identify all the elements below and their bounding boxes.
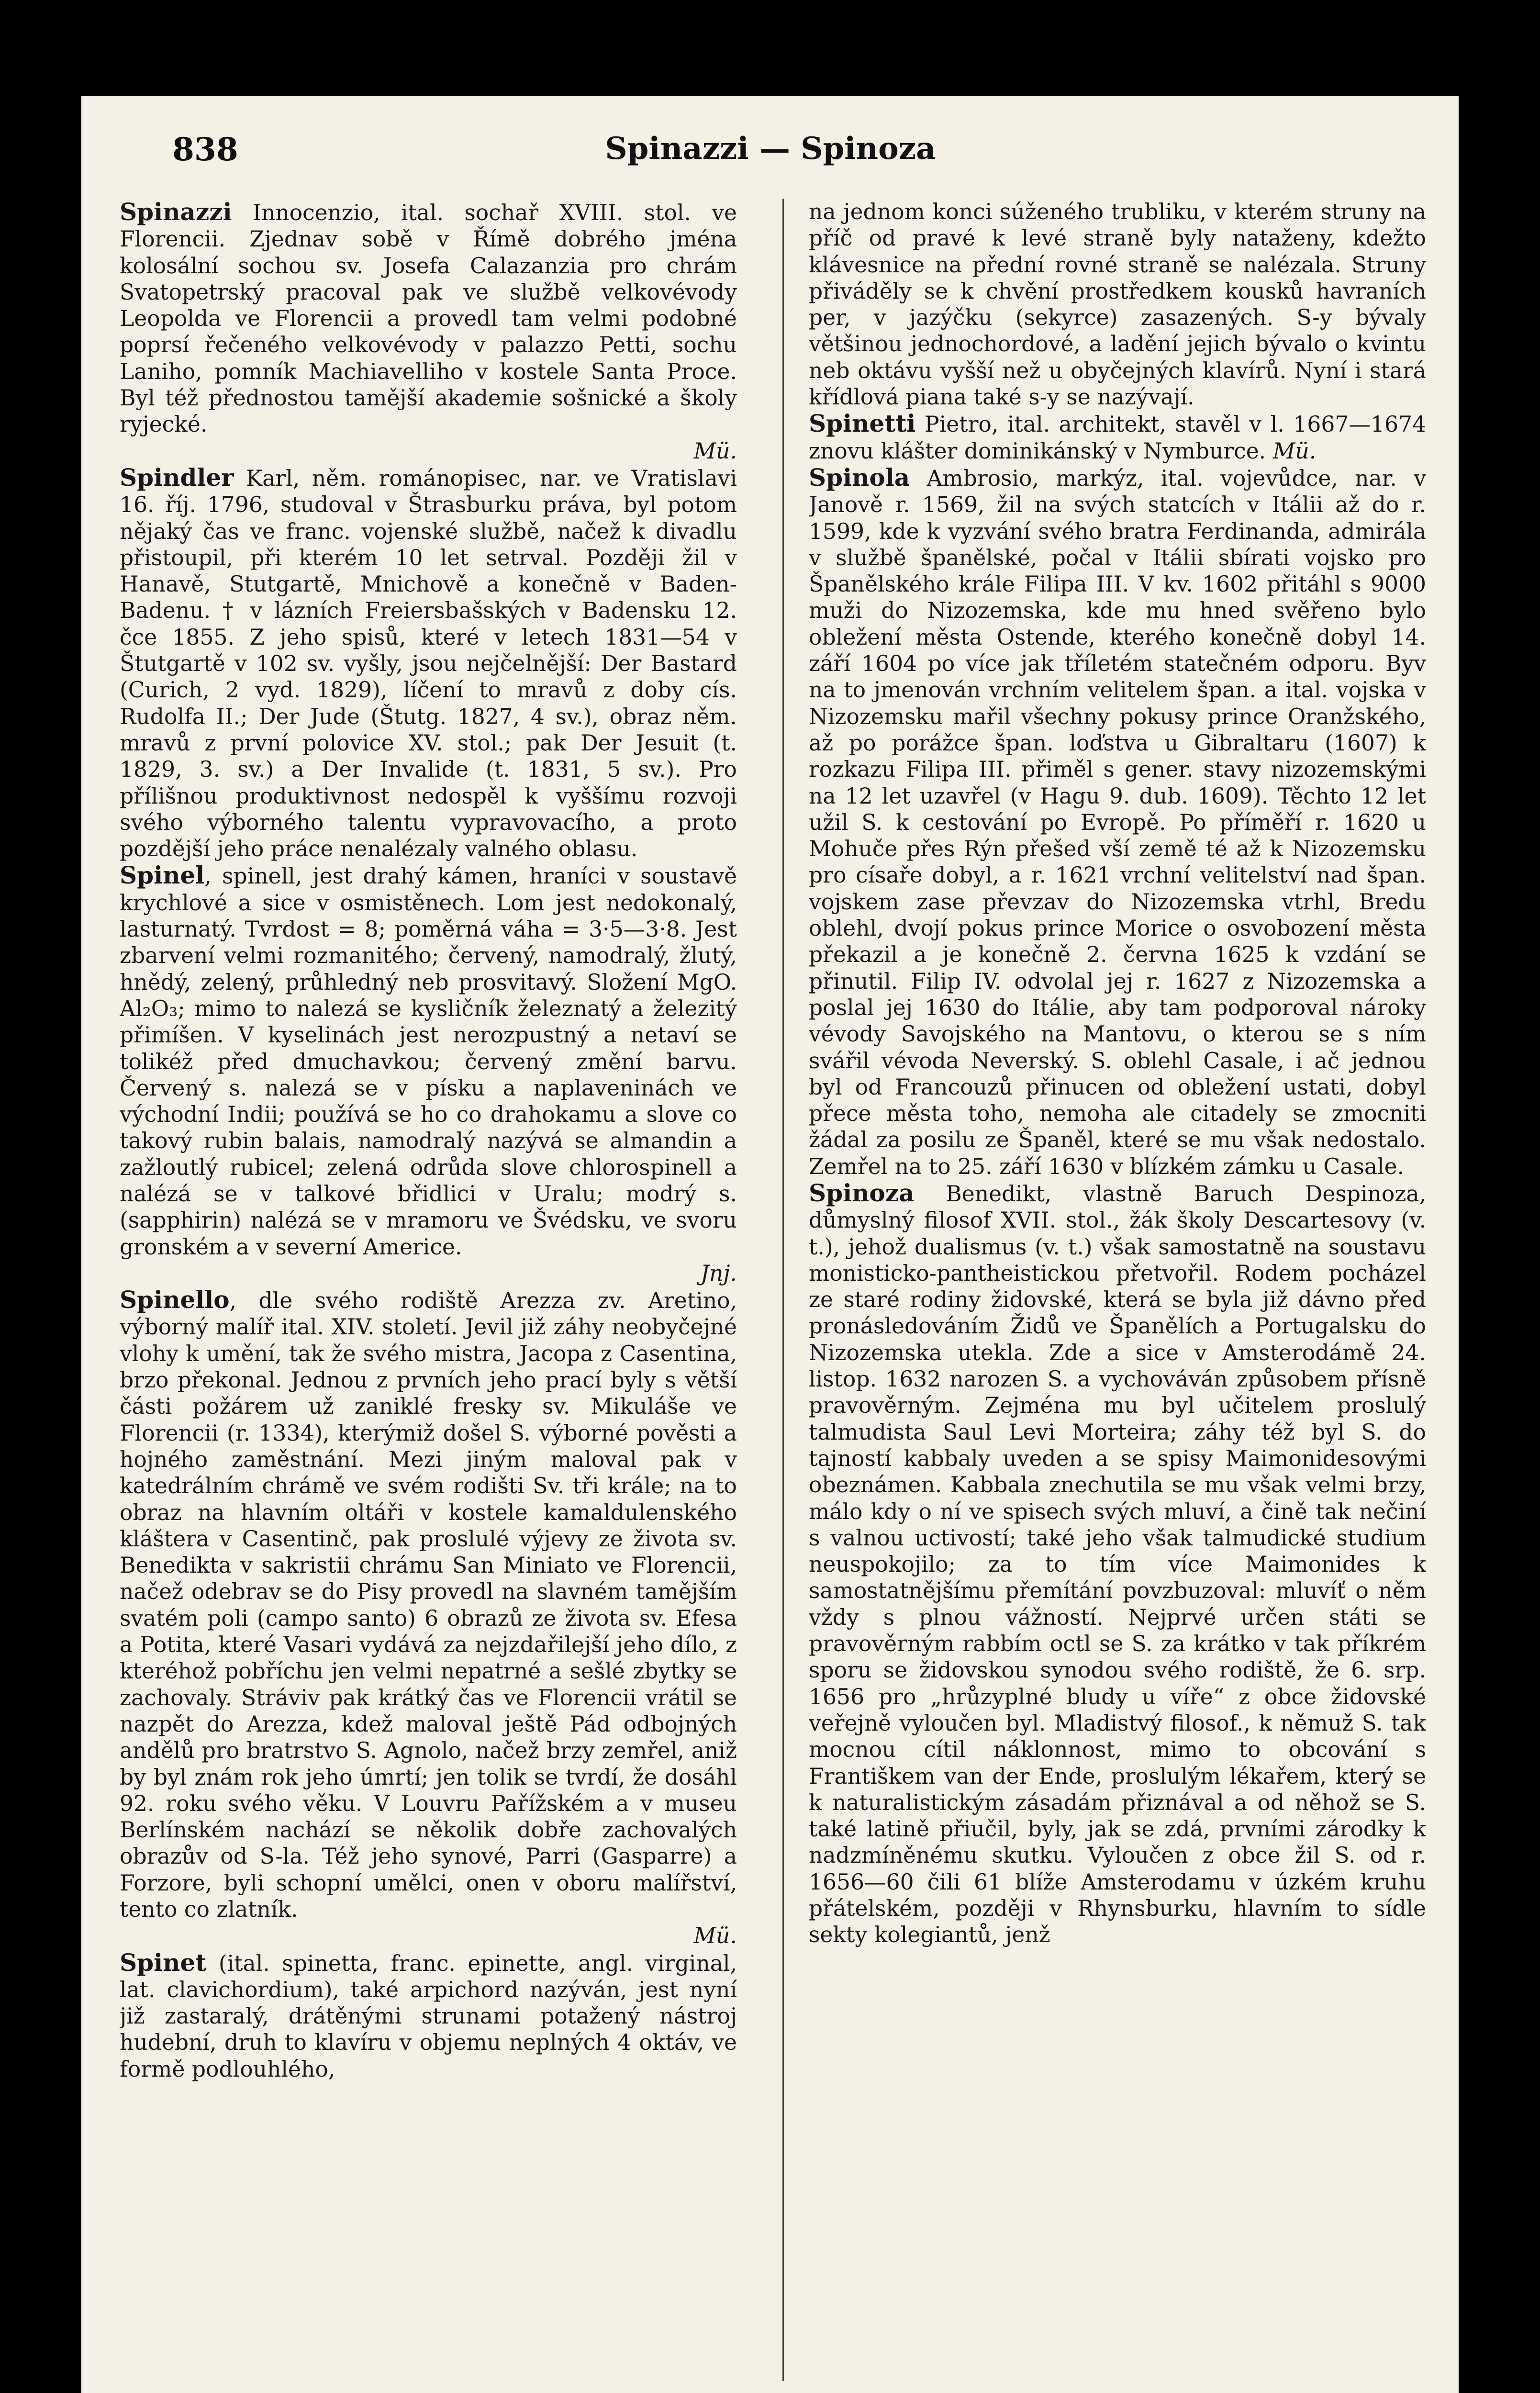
entry-spinet-continued [809, 199, 1426, 410]
book-page [81, 96, 1459, 2393]
entry-spinazzi [120, 199, 737, 464]
page-number: 838 [172, 131, 238, 168]
page-header [172, 122, 1369, 175]
entry-spinel [120, 862, 737, 1286]
entry-spinoza [809, 1180, 1426, 1948]
entry-text: Innocenzio, ital. sochař XVIII. stol. ve Florencii. Zjednav sobě v Římě dobrého jména kolosální sochou sv. Josefa Calazanzia pro chrám Svatopetrský pracoval pak ve službě velkovévody Leopolda ve Florencii a provedl tam velmi podobné poprsí řečeného velkovévody v palazzo Petti, sochu Laniho, pomník Machiavelliho v kostele Santa Proce. Byl též přednostou tamější akademie sošnické a školy ryjecké. [120, 200, 737, 437]
right-column [809, 199, 1426, 2381]
column-divider [782, 199, 784, 2381]
entry-spinet [120, 1949, 737, 2082]
entry-spinetti [809, 410, 1426, 464]
entry-text: (ital. spinetta, franc. epinette, angl. virginal, lat. clavichordium), také arpichord nazýván, jest nyní již zastaralý, drátěnými strunami potažený nástroj hudební, druh to klavíru v objemu neplných 4 oktáv, ve formě podlouhlého, [120, 1950, 737, 2082]
running-title: Spinazzi — Spinoza [605, 131, 936, 167]
headword: Spinazzi [120, 199, 232, 226]
entry-text: , spinell, jest drahý kámen, hraníci v soustavě krychlové a sice v osmistěnech. Lom jest nedokonalý, lasturnatý. Tvrdost = 8; poměrná váha = 3·5—3·8. Jest zbarvení velmi rozmanitého; červený, namodralý, žlutý, hnědý, zelený, průhledný neb prosvitavý. Složení MgO. Al₂O₃; mimo to nalezá se kysličník železnatý a železitý přimíšen. V kyselinách jest nerozpustný a netaví se tolikéž před dmuchavkou; červený změní barvu. Červený s. nalezá se v písku a naplaveninách ve východní Indii; používá se ho co drahokamu a slove co takový rubin balais, namodralý nazývá se almandin a zažloutlý rubicel; zelená odrůda slove chlorospinell a nalézá se v talkové břidlici v Uralu; modrý s. (sapphirin) nalézá se v mramoru ve Švédsku, ve svoru gronském a v severní Americe. [120, 863, 737, 1260]
entry-text: na jednom konci súženého trubliku, v kterém struny na příč od pravé k levé straně byly nataženy, kdežto klávesnice na přední rovné straně se nalézala. Struny přiváděly se k chvění prostředkem kousků havraních per, v jazýčku (sekyrce) zasazených. S-y bývaly většinou jednochordové, a ladění jejich bývalo o kvintu neb oktávu vyšší než u obyčejných klavírů. Nyní i stará křídlová piana také s-y se nazývají. [809, 199, 1426, 410]
left-column [120, 199, 737, 2381]
author-signature: Mü. [693, 1923, 737, 1949]
author-signature: Mü. [693, 438, 737, 464]
entry-spinello [120, 1286, 737, 1949]
author-signature: Mü. [1272, 438, 1317, 464]
headword: Spinello [120, 1286, 230, 1314]
entry-text: Pietro, ital. architekt, stavěl v l. 1667—1674 znovu klášter dominikánský v Nymburce. [809, 412, 1426, 464]
headword: Spinel [120, 861, 205, 890]
headword: Spinoza [809, 1178, 915, 1207]
entry-text: , dle svého rodiště Arezza zv. Aretino, výborný malíř ital. XIV. století. Jevil již záhy neobyčejné vlohy k umění, tak že svého mistra, Jacopa z Casentina, brzo překonal. Jednou z prvních jeho prací byly s větší části požárem už zaniklé fresky sv. Mikuláše ve Florencii (r. 1334), kterýmiž došel S. výborné pověsti a hojného zaměstnání. Mezi jiným maloval pak v katedrálním chrámě ve svém rodišti Sv. tři krále; na to obraz na hlavním oltáři v kostele kamaldulenského kláštera v Casentinč, pak proslulé výjevy ze života sv. Benedikta v sakristii chrámu San Miniato ve Florencii, načež odebrav se do Pisy provedl na slavném tamějším svatém poli (campo santo) 6 obrazů ze života sv. Efesa a Potita, které Vasari vydává za nejzdařilejší jeho dílo, z kteréhož pobříchu jen velmi nepatrné a sešlé zbytky se zachovaly. Stráviv pak krátký čas ve Florencii vrátil se nazpět do Arezza, kdež maloval ještě Pád odbojných andělů pro bratrstvo S. Agnolo, načež brzy zemřel, aniž by byl znám rok jeho úmrtí; jen tolik se tvrdí, že dosáhl 92. roku svého věku. V Louvru Pařížském a v museu Berlínském nachází se několik dobře zachovalých obrazův od S-la. Též jeho synové, Parri (Gasparre) a Forzore, byli schopní umělci, onen v oboru malířství, tento co zlatník. [120, 1288, 737, 1922]
entry-text: Benedikt, vlastně Baruch Despinoza, důmyslný filosof XVII. stol., žák školy Descartesovy (v. t.), jehož dualismus (v. t.) však samostatně na soustavu monisticko-pantheistickou přetvořil. Rodem pocházel ze staré rodiny židovské, která se byla již dávno před pronásledováním Židů ve Španělích a Portugalsku do Nizozemska utekla. Zde a sice v Amsterodámě 24. listop. 1632 narozen S. a vychováván způsobem přísně pravověrným. Zejména mu byl učitelem proslulý talmudista Saul Levi Morteira; záhy též byl S. do tajností kabbaly uveden a se spisy Maimonidesovými obeznámen. Kabbala znechutila se mu však velmi brzy, málo kdy o ní ve spisech svých mluví, a čině tak nečiní s valnou uctivostí; také jeho však talmudické studium neuspokojilo; za to tím více Maimonides k samostatnějšímu přemítání povzbuzoval: mluvíť o něm vždy s plnou vážností. Nejprvé určen státi se pravověrným rabbím octl se S. za krátko v tak příkrém sporu se židovskou synodou svého rodiště, že 6. srp. 1656 pro „hrůzyplné bludy u víře“ z obce židovské veřejně vyloučen byl. Mladistvý filosof., k němuž S. tak mocnou cítil náklonnost, mimo to obcování s Františkem van der Ende, proslulým lékařem, který se k naturalistickým zásadám přiznával a od něhož se S. také latině přiučil, byly, jak se zdá, prvními zárodky k nadzmíněnému skutku. Vyloučen z obce žil S. od r. 1656—60 čili 61 blíže Amsterodamu v úzkém kruhu přátelském, později v Rhynsburku, hlavním to sídle sekty kolegiantů, jenž [809, 1181, 1426, 1948]
entry-spindler [120, 464, 737, 862]
headword: Spinetti [809, 409, 916, 438]
headword: Spindler [120, 463, 234, 492]
headword: Spinet [120, 1948, 207, 1977]
headword: Spinola [809, 463, 910, 492]
entry-spinola [809, 464, 1426, 1180]
author-signature: Jnj. [700, 1260, 737, 1286]
entry-text: Ambrosio, markýz, ital. vojevůdce, nar. v Janově r. 1569, žil na svých statcích v Itálii až do r. 1599, kde k vyzvání svého bratra Ferdinanda, admirála v službě španělské, počal v Itálii sbírati vojsko pro Španělského krále Filipa III. V kv. 1602 přitáhl s 9000 muži do Nizozemska, kde mu hned svěřeno bylo obležení města Ostende, kterého konečně dobyl 14. září 1604 po více jak tříletém statečném odporu. Byv na to jmenován vrchním velitelem špan. a ital. vojska v Nizozemsku mařil všechny pokusy prince Oranžského, až po porážce špan. loďstva u Gibraltaru (1607) k rozkazu Filipa III. přiměl s gener. stavy nizozemskými na 12 let uzavřel (v Hagu 9. dub. 1609). Těchto 12 let užil S. k cestování po Evropě. Po příměří r. 1620 u Mohuče přes Rýn přešed vší země té až k Nizozemsku pro císaře dobyl, a r. 1621 vrchní velitelství nad špan. vojskem zase převzav do Nizozemska vtrhl, Bredu oblehl, dvojí pokus prince Morice o osvobození města překazil a je konečně 2. června 1625 k vzdání se přinutil. Filip IV. odvolal jej r. 1627 z Nizozemska a poslal jej 1630 do Itálie, aby tam podporoval nároky vévody Savojského na Mantovu, o kterou se s ním svářil vévoda Neverský. S. oblehl Casale, i ač jednou byl od Francouzů přinucen od obležení ustati, dobyl přece města toho, nemoha ale citadely se zmocniti žádal za posilu ze Španěl, které se mu však nedostalo. Zemřel na to 25. září 1630 v blízkém zámku u Casale. [809, 465, 1426, 1179]
entry-text: Karl, něm. románopisec, nar. ve Vratislavi 16. říj. 1796, studoval v Štrasburku práva, byl potom nějaký čas ve franc. vojenské službě, načež k divadlu přistoupil, při kterém 10 let setrval. Později žil v Hanavě, Stutgartě, Mnichově a konečně v Baden-Badenu. † v lázních Freiersbašských v Badensku 12. čce 1855. Z jeho spisů, které v letech 1831—54 v Štutgartě v 102 sv. vyšly, jsou nejčelnější: Der Bastard (Curich, 2 vyd. 1829), líčení to mravů z doby cís. Rudolfa II.; Der Jude (Štutg. 1827, 4 sv.), obraz něm. mravů z první polovice XV. stol.; pak Der Jesuit (t. 1829, 3. sv.) a Der Invalide (t. 1831, 5 sv.). Pro přílišnou produktivnost nedospěl k vyššímu rozvoji svého výborného talentu vypravovacího, a proto pozdější jeho práce nenalézaly valného oblasu. [120, 465, 737, 862]
